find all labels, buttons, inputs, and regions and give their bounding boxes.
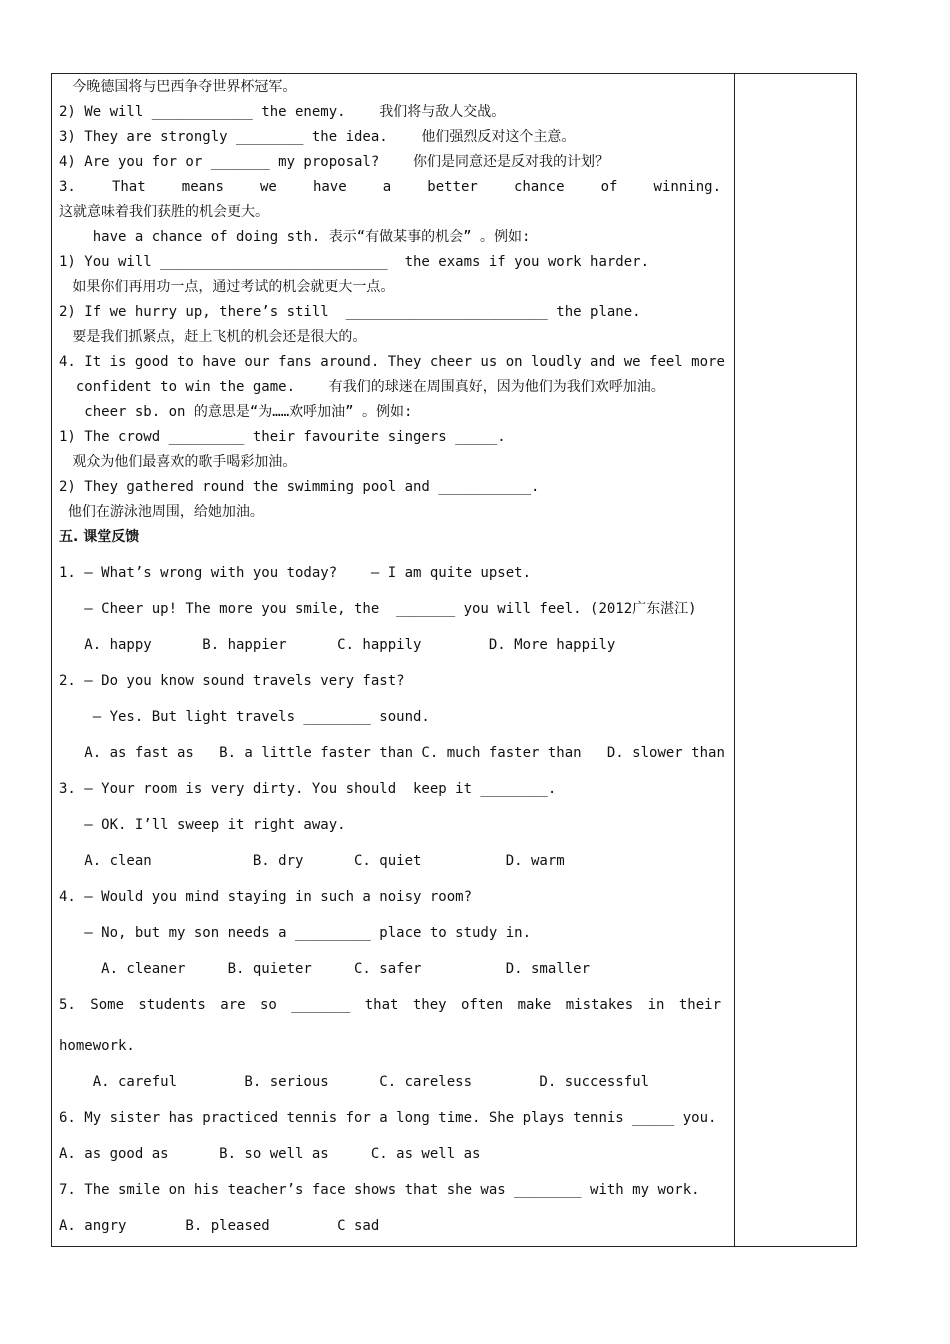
table-frame xyxy=(51,73,857,1247)
section-title: 五. 课堂反馈 xyxy=(59,529,140,545)
text-line: 4) Are you for or _______ my proposal? 你们是同意还是反对我的计划？ xyxy=(59,154,610,170)
option-line: A. careful B. serious C. careless D. successful xyxy=(59,1074,650,1090)
option-line: A. as fast as B. a little faster than C. much faster than D. slower than xyxy=(59,745,725,761)
question-line: 5. Some students are so _______ that they often make mistakes in their xyxy=(59,997,721,1013)
text-line: 2) They gathered round the swimming pool and ___________. xyxy=(59,479,540,495)
option-line: A. clean B. dry C. quiet D. warm xyxy=(59,853,565,869)
option-line: A. cleaner B. quieter C. safer D. smaller xyxy=(59,961,591,977)
question-line: 1. — What’s wrong with you today? — I am quite upset. xyxy=(59,565,532,581)
text-line: cheer sb. on 的意思是“为……欢呼加油” 。例如: xyxy=(59,404,413,420)
option-line: A. happy B. happier C. happily D. More happily xyxy=(59,637,616,653)
question-line: 7. The smile on his teacher’s face shows that she was ________ with my work. xyxy=(59,1182,700,1198)
question-line: homework. xyxy=(59,1038,135,1054)
text-line: 1) You will ___________________________ the exams if you work harder. xyxy=(59,254,650,270)
question-line: 6. My sister has practiced tennis for a long time. She plays tennis _____ you. xyxy=(59,1110,717,1126)
question-line: 4. — Would you mind staying in such a noisy room? xyxy=(59,889,473,905)
option-line: A. angry B. pleased C sad xyxy=(59,1218,380,1234)
text-line: 3) They are strongly ________ the idea. 他们强烈反对这个主意。 xyxy=(59,129,576,145)
column-divider xyxy=(734,73,735,1247)
question-line: — Cheer up! The more you smile, the _______ you will feel. (2012广东湛江) xyxy=(59,601,697,617)
text-line: 如果你们再用功一点，通过考试的机会就更大一点。 xyxy=(59,279,395,295)
text-line: 今晚德国将与巴西争夺世界杯冠军。 xyxy=(59,79,297,95)
option-line: A. as good as B. so well as C. as well as xyxy=(59,1146,481,1162)
text-line: 这就意味着我们获胜的机会更大。 xyxy=(59,204,269,220)
question-line: — Yes. But light travels ________ sound. xyxy=(59,709,430,725)
text-line: 要是我们抓紧点，赶上飞机的机会还是很大的。 xyxy=(59,329,367,345)
question-line: 3. — Your room is very dirty. You should keep it ________. xyxy=(59,781,557,797)
text-line: 他们在游泳池周围，给她加油。 xyxy=(59,504,264,520)
text-line: 观众为他们最喜欢的歌手喝彩加油。 xyxy=(59,454,297,470)
text-line: 1) The crowd _________ their favourite singers _____. xyxy=(59,429,506,445)
text-line: 2) If we hurry up, there’s still ________________________ the plane. xyxy=(59,304,641,320)
question-line: — No, but my son needs a _________ place to study in. xyxy=(59,925,532,941)
text-line: have a chance of doing sth. 表示“有做某事的机会” 。例如: xyxy=(59,229,531,245)
question-line: — OK. I’ll sweep it right away. xyxy=(59,817,346,833)
text-line: confident to win the game. 有我们的球迷在周围真好，因为他们为我们欢呼加油。 xyxy=(59,379,665,395)
text-line: 4. It is good to have our fans around. They cheer us on loudly and we feel more xyxy=(59,354,725,370)
question-line: 2. — Do you know sound travels very fast? xyxy=(59,673,405,689)
text-line: 2) We will ____________ the enemy. 我们将与敌人交战。 xyxy=(59,104,506,120)
text-line: 3. That means we have a better chance of winning. xyxy=(59,179,721,195)
